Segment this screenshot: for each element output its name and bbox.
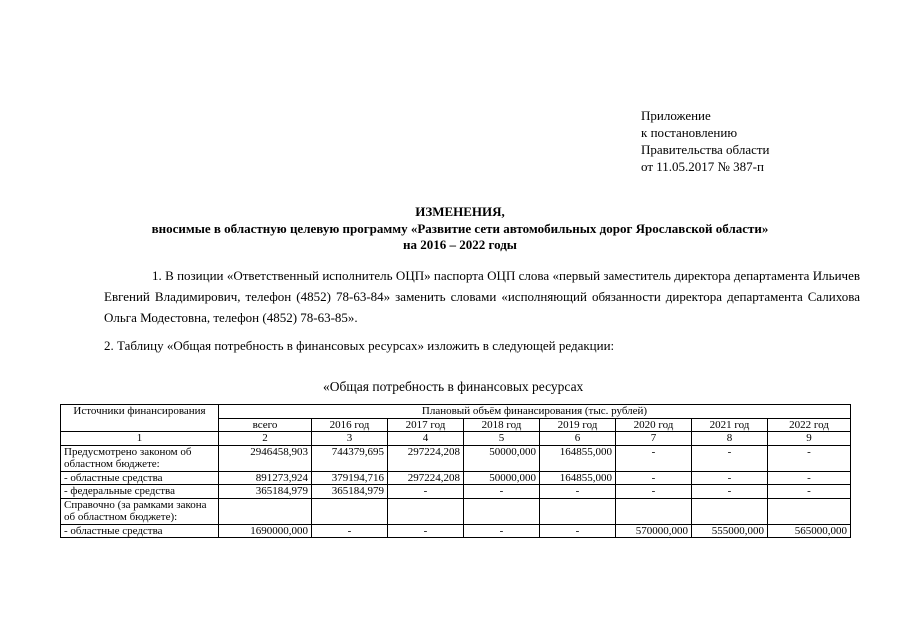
cell-value: - <box>464 524 540 538</box>
col-header: 2016 год <box>312 418 388 432</box>
cell-value <box>616 498 692 524</box>
cell-value: - <box>616 485 692 499</box>
table-caption: «Общая потребность в финансовых ресурсах <box>323 379 584 394</box>
cell-value: 555000,000 <box>692 524 768 538</box>
table-row <box>61 524 851 538</box>
cell-value: 2946458,903 <box>219 445 312 471</box>
plan-header: Плановый объём финансирования (тыс. рублей) <box>219 405 851 419</box>
row-label: - областные средства <box>61 471 219 485</box>
cell-value: - <box>388 524 464 538</box>
table-row <box>61 445 851 471</box>
document-title <box>60 204 860 254</box>
col-header: 2019 год <box>540 418 616 432</box>
cell-value: 50000,000 <box>464 471 540 485</box>
row-label: - областные средства <box>61 524 219 538</box>
cell-value <box>540 498 616 524</box>
cell-value: 365184,979 <box>219 485 312 499</box>
cell-value: - <box>388 485 464 499</box>
cell-value: - <box>768 445 851 471</box>
cell-value: - <box>768 471 851 485</box>
appendix-line-1: Приложение <box>641 108 711 123</box>
cell-value: 297224,208 <box>388 445 464 471</box>
cell-value: 570000,000 <box>616 524 692 538</box>
col-number: 3 <box>312 432 388 446</box>
paragraph-2: 2. Таблицу «Общая потребность в финансовых ресурсах» изложить в следующей редакции: <box>104 338 615 353</box>
col-number: 6 <box>540 432 616 446</box>
col-header: 2022 год <box>768 418 851 432</box>
col-number: 9 <box>768 432 851 446</box>
cell-value: - <box>616 471 692 485</box>
cell-value: - <box>768 485 851 499</box>
title-line-2: вносимые в областную целевую программу «Развитие сети автомобильных дорог Ярославской области» <box>151 220 769 236</box>
appendix-line-2: к постановлению <box>641 125 738 140</box>
cell-value: 297224,208 <box>388 471 464 485</box>
cell-value: - <box>616 445 692 471</box>
financing-table <box>60 404 851 538</box>
cell-value: - <box>540 524 616 538</box>
cell-value: - <box>692 471 768 485</box>
cell-value: - <box>312 524 388 538</box>
cell-value <box>692 498 768 524</box>
col-number: 2 <box>219 432 312 446</box>
table-header-row <box>61 405 851 419</box>
cell-value: 164855,000 <box>540 471 616 485</box>
source-header: Источники финансирования <box>61 405 219 432</box>
row-label: - федеральные средства <box>61 485 219 499</box>
table-row <box>61 485 851 499</box>
row-label: Справочно (за рамками закона об областном бюджете): <box>61 498 219 524</box>
col-number: 4 <box>388 432 464 446</box>
cell-value: 50000,000 <box>464 445 540 471</box>
col-number: 8 <box>692 432 768 446</box>
title-line-1: ИЗМЕНЕНИЯ, <box>415 204 505 219</box>
cell-value: - <box>464 485 540 499</box>
col-number: 1 <box>61 432 219 446</box>
title-line-3: на 2016 – 2022 годы <box>403 237 517 252</box>
col-header: 2020 год <box>616 418 692 432</box>
appendix-block <box>641 107 770 175</box>
cell-value: - <box>692 485 768 499</box>
col-header: всего <box>219 418 312 432</box>
cell-value <box>388 498 464 524</box>
column-number-row <box>61 432 851 446</box>
appendix-line-3: Правительства области <box>641 142 770 157</box>
table-row <box>61 471 851 485</box>
col-number: 7 <box>616 432 692 446</box>
cell-value <box>219 498 312 524</box>
appendix-line-4: от 11.05.2017 № 387-п <box>641 159 764 174</box>
col-number: 5 <box>464 432 540 446</box>
cell-value: 1690000,000 <box>219 524 312 538</box>
row-label: Предусмотрено законом об областном бюджете: <box>61 445 219 471</box>
cell-value <box>768 498 851 524</box>
cell-value: - <box>540 485 616 499</box>
cell-value: 365184,979 <box>312 485 388 499</box>
cell-value: 744379,695 <box>312 445 388 471</box>
col-header: 2018 год <box>464 418 540 432</box>
cell-value: 565000,000 <box>768 524 851 538</box>
cell-value: - <box>692 445 768 471</box>
paragraph-1: 1. В позиции «Ответственный исполнитель ОЦП» паспорта ОЦП слова «первый заместитель директора департамента Ильичев Евгений Владимирович, телефон (4852) 78-63-84» заменить словами «исполняющий обязанности директора департамента Салихова Ольга Модестовна, телефон (4852) 78-63-85». <box>104 268 860 325</box>
cell-value: 891273,924 <box>219 471 312 485</box>
col-header: 2021 год <box>692 418 768 432</box>
cell-value: 164855,000 <box>540 445 616 471</box>
table-row <box>61 498 851 524</box>
cell-value <box>464 498 540 524</box>
cell-value: 379194,716 <box>312 471 388 485</box>
col-header: 2017 год <box>388 418 464 432</box>
cell-value <box>312 498 388 524</box>
